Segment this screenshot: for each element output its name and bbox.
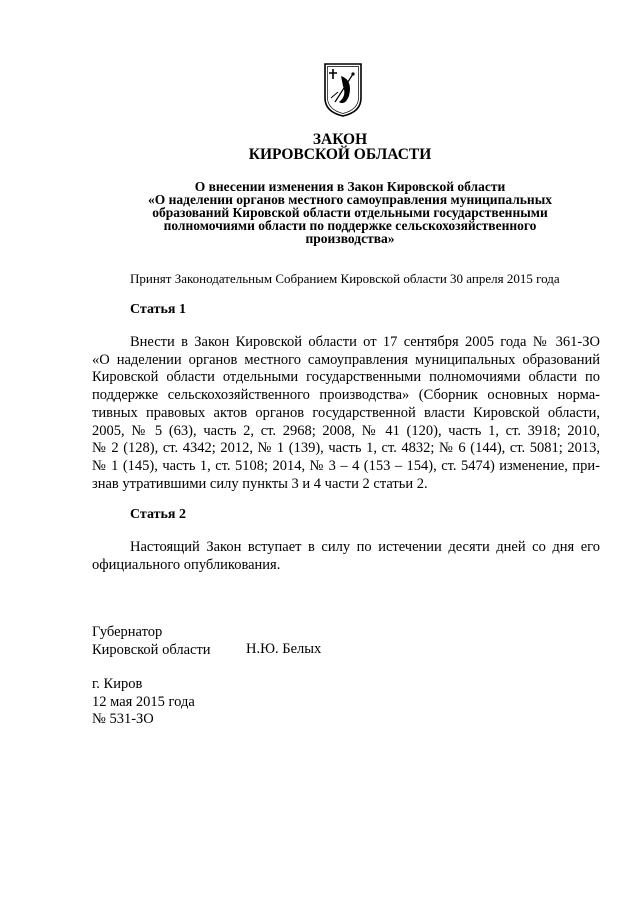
document-title-line2: КИРОВСКОЙ ОБЛАСТИ [248, 146, 432, 163]
signing-date: 12 мая 2015 года [92, 693, 195, 710]
text-line: официального опубликования. [92, 556, 281, 573]
adoption-note: Принят Законодательным Собранием Кировской области 30 апреля 2015 года [130, 271, 560, 286]
article-2-text [92, 539, 600, 574]
signatory-name: Н.Ю. Белых [246, 641, 322, 657]
coat-of-arms-icon [323, 62, 363, 118]
text-line: «О наделении органов местного самоуправления муниципальных образований [92, 351, 600, 368]
city: г. Киров [92, 676, 143, 692]
signatory-position-line1: Губернатор [92, 624, 163, 640]
subtitle-line: «О наделении органов местного самоуправления муниципальных [147, 192, 553, 207]
text-line: знав утратившими силу пункты 3 и 4 части 2 статьи 2. [92, 475, 428, 492]
document-title-line1: ЗАКОН [312, 131, 368, 148]
subtitle-line: полномочиями области по поддержке сельскохозяйственного [163, 218, 537, 233]
article-1-text [92, 334, 600, 493]
subtitle-line: О внесении изменения в Закон Кировской области [194, 179, 506, 194]
article-1-heading: Статья 1 [130, 302, 186, 317]
text-line: Настоящий Закон вступает в силу по истечении десяти дней со дня его [130, 539, 600, 555]
place-and-date [92, 676, 195, 729]
text-line: Кировской области отдельными государственными полномочиями области по [92, 369, 600, 386]
text-line: № 2 (128), ст. 4342; 2012, № 1 (139), часть 1, ст. 4832; № 6 (144), ст. 5081; 2013, [92, 440, 600, 457]
law-number: № 531-ЗО [92, 711, 154, 727]
text-line: тивных правовых актов органов государственной власти Кировской области, [92, 404, 600, 421]
signatory-position-line2: Кировской области [92, 642, 211, 658]
document-subtitle [130, 180, 570, 245]
text-line: Внести в Закон Кировской области от 17 сентября 2005 года № 361-ЗО [130, 334, 600, 350]
subtitle-line: образований Кировской области отдельными государственными [152, 205, 548, 220]
text-line: 2005, № 5 (63), часть 2, ст. 2968; 2008, № 41 (120), часть 1, ст. 3918; 2010, [92, 422, 600, 439]
article-2-heading: Статья 2 [130, 507, 186, 522]
text-line: поддержке сельскохозяйственного производства» (Сборник основных норма- [92, 387, 600, 404]
text-line: № 1 (145), часть 1, ст. 5108; 2014, № 3 – 4 (153 – 154), ст. 5474) изменение, при- [92, 457, 600, 474]
subtitle-line: производства» [305, 231, 395, 246]
